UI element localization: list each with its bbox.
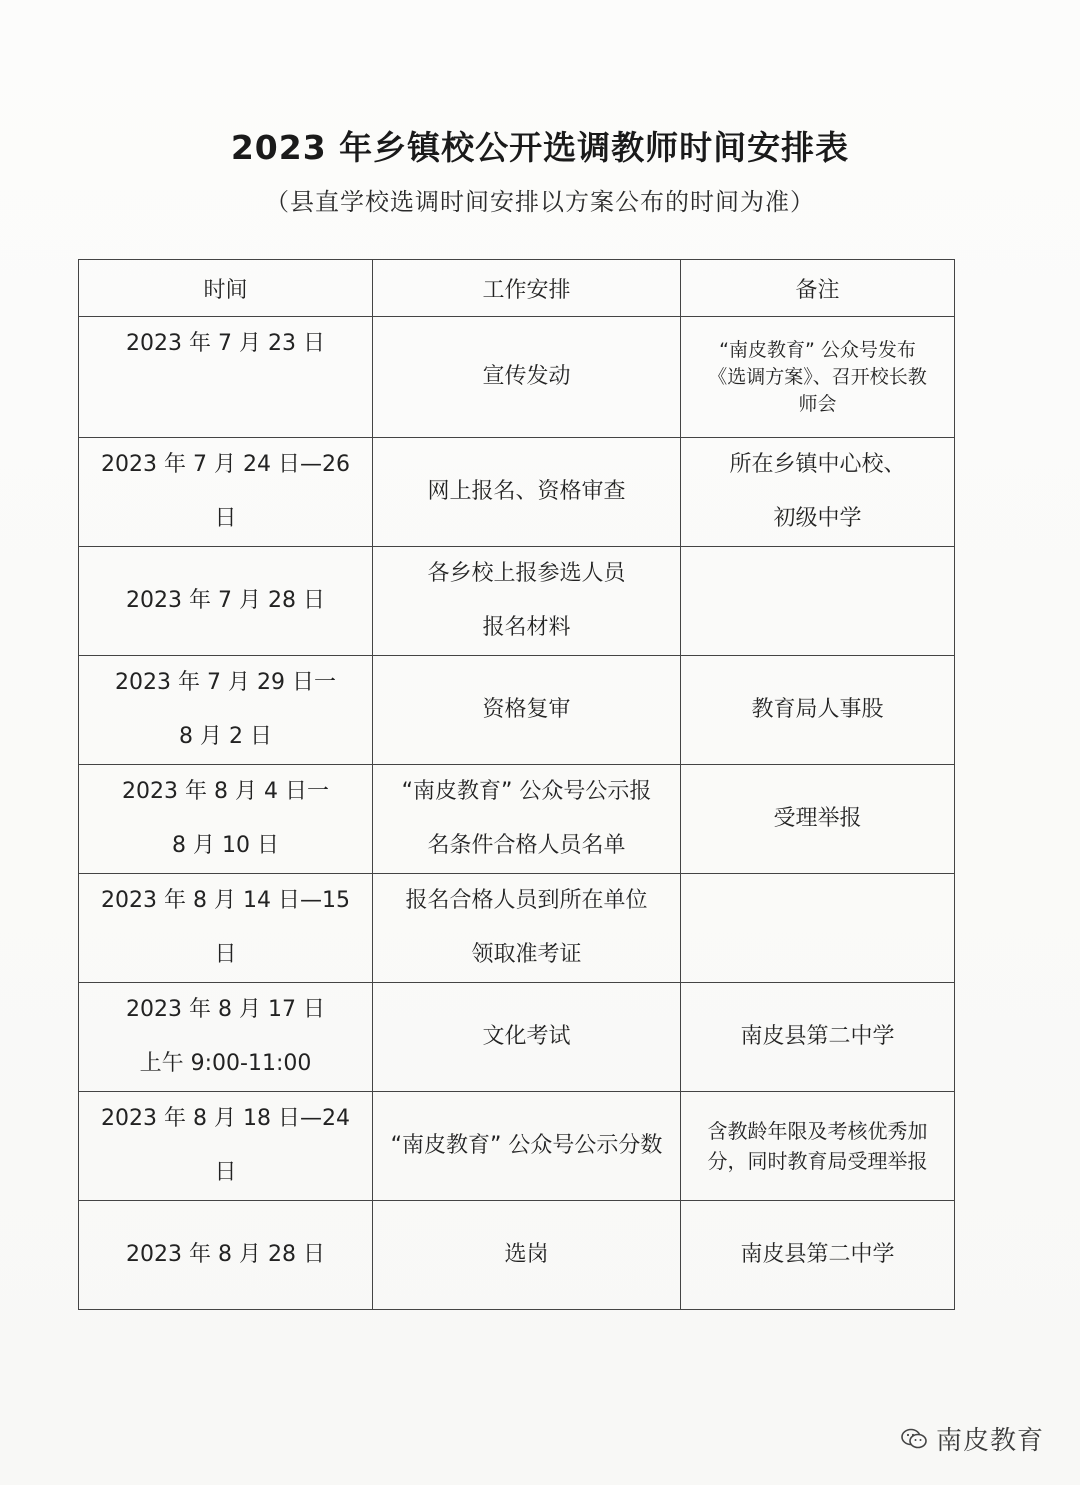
page-title: 2023 年乡镇校公开选调教师时间安排表 (230, 128, 850, 167)
time-cell (79, 547, 373, 656)
note-line: 初级中学 (773, 506, 862, 531)
table-row (79, 656, 955, 765)
plan-line: “南皮教育” 公众号公示报 (401, 779, 652, 804)
note-line: 师会 (798, 392, 837, 415)
note-line: 南皮县第二中学 (740, 1242, 895, 1267)
plan-line: 文化考试 (482, 1024, 571, 1049)
time-line: 2023 年 7 月 28 日 (126, 588, 325, 613)
note-line: 教育局人事股 (751, 697, 884, 722)
time-line: 2023 年 8 月 28 日 (126, 1242, 325, 1267)
note-cell (681, 547, 955, 656)
plan-cell (373, 874, 681, 983)
time-cell (79, 765, 373, 874)
schedule-table (78, 259, 955, 1310)
plan-cell (373, 547, 681, 656)
note-cell (681, 1092, 955, 1201)
time-cell (79, 317, 373, 438)
time-line: 2023 年 8 月 18 日—24 日 (101, 1106, 350, 1185)
note-cell (681, 317, 955, 438)
plan-line: 网上报名、资格审查 (427, 479, 626, 504)
plan-cell (373, 983, 681, 1092)
time-cell (79, 1092, 373, 1201)
header-note: 备注 (681, 260, 955, 317)
table-row (79, 317, 955, 438)
note-cell (681, 438, 955, 547)
time-cell (79, 983, 373, 1092)
plan-cell (373, 656, 681, 765)
table-row (79, 765, 955, 874)
note-line: 受理举报 (773, 806, 862, 831)
time-line: 8 月 2 日 (179, 724, 272, 749)
time-cell (79, 438, 373, 547)
page-subtitle: （县直学校选调时间安排以方案公布的时间为准） (265, 188, 815, 216)
plan-cell (373, 438, 681, 547)
plan-line: 各乡校上报参选人员 (427, 561, 626, 586)
plan-cell (373, 1201, 681, 1310)
time-cell (79, 874, 373, 983)
note-cell (681, 1201, 955, 1310)
plan-line: 宣传发动 (482, 364, 571, 389)
note-line: 《选调方案》、召开校长教 (708, 365, 927, 388)
table-row (79, 1201, 955, 1310)
time-line: 2023 年 8 月 4 日一 (122, 779, 329, 804)
note-line: “南皮教育” 公众号发布 (719, 338, 916, 361)
note-line: 所在乡镇中心校、 (729, 452, 906, 477)
time-line: 2023 年 7 月 29 日一 (115, 670, 336, 695)
header-time: 时间 (79, 260, 373, 317)
header-plan: 工作安排 (373, 260, 681, 317)
plan-line: 资格复审 (482, 697, 571, 722)
table-row (79, 874, 955, 983)
plan-cell (373, 765, 681, 874)
note-cell (681, 874, 955, 983)
time-line: 2023 年 7 月 24 日—26 日 (101, 452, 350, 531)
plan-line: 名条件合格人员名单 (427, 833, 626, 858)
plan-line: 报名合格人员到所在单位 (405, 888, 648, 913)
plan-line: 报名材料 (482, 615, 571, 640)
table-row (79, 547, 955, 656)
note-line: 分，同时教育局受理举报 (707, 1149, 928, 1173)
time-line: 2023 年 7 月 23 日 (126, 331, 325, 356)
note-line: 南皮县第二中学 (740, 1024, 895, 1049)
account-watermark (900, 1420, 1044, 1457)
plan-line: 领取准考证 (471, 942, 582, 967)
time-line: 2023 年 8 月 14 日—15 日 (101, 888, 350, 967)
watermark-text: 南皮教育 (935, 1426, 1044, 1456)
table-row (79, 438, 955, 547)
plan-cell (373, 1092, 681, 1201)
plan-line: “南皮教育” 公众号公示分数 (390, 1133, 663, 1158)
note-cell (681, 765, 955, 874)
plan-line: 选岗 (504, 1242, 549, 1267)
wechat-icon (900, 1427, 928, 1451)
note-cell (681, 983, 955, 1092)
time-line: 8 月 10 日 (172, 833, 279, 858)
table-row (79, 1092, 955, 1201)
time-line: 上午 9:00-11:00 (139, 1051, 312, 1076)
note-cell (681, 656, 955, 765)
table-row (79, 983, 955, 1092)
note-line: 含教龄年限及考核优秀加 (707, 1119, 928, 1143)
time-cell (79, 1201, 373, 1310)
time-cell (79, 656, 373, 765)
plan-cell (373, 317, 681, 438)
table-header-row (79, 260, 955, 317)
time-line: 2023 年 8 月 17 日 (126, 997, 325, 1022)
